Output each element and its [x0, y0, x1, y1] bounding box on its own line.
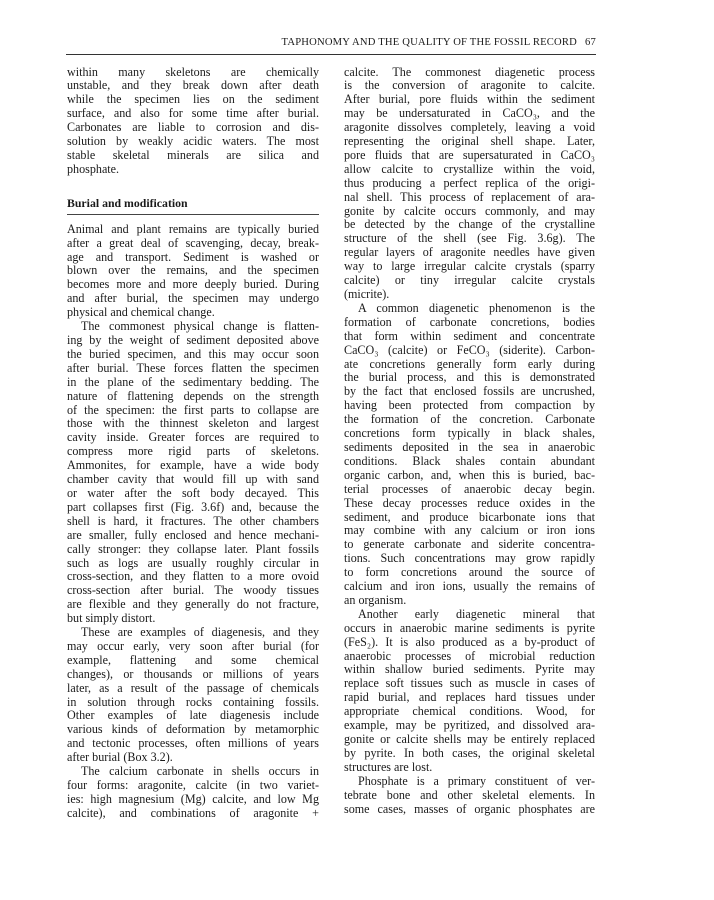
- text-line: calcite), and combinations of aragonite +: [67, 805, 319, 820]
- text-line: replace soft tissues such as muscle in cases of: [344, 676, 595, 691]
- text-line: gonite by calcite occurs commonly, and may: [344, 203, 595, 218]
- text-line: may occur early, very soon after burial (for: [67, 638, 319, 653]
- text-line: after a great deal of scavenging, decay, break-: [67, 235, 319, 250]
- paragraph: [344, 775, 595, 817]
- running-title: TAPHONOMY AND THE QUALITY OF THE FOSSIL RECORD: [281, 37, 577, 48]
- text-line: ies: high magnesium (Mg) calcite, and low Mg: [67, 791, 319, 806]
- text-line: Phosphate is a primary constituent of ver-: [358, 773, 595, 788]
- text-line: while the specimen lies on the sediment: [67, 92, 319, 107]
- text-line: within many skeletons are chemically: [67, 64, 319, 79]
- text-line: A common diagenetic phenomenon is the: [358, 300, 595, 315]
- text-line: (micrite).: [344, 287, 390, 301]
- text-line: the burial process, and this is demonstrated: [344, 370, 595, 385]
- text-line: various kinds of deformation by metamorphic: [67, 722, 319, 737]
- text-line: phosphate.: [67, 161, 120, 176]
- text-line: changes), or thousands or millions of years: [67, 666, 319, 681]
- text-line: structures are lost.: [344, 759, 433, 774]
- text-line: some cases, masses of organic phosphates are: [344, 801, 595, 816]
- text-line: structure of the shell (see Fig. 3.6g). The: [344, 231, 595, 246]
- running-head: [66, 36, 596, 50]
- text-line: example, may be pyritized, and dissolved ara-: [344, 718, 595, 733]
- text-line: aragonite dissolves completely, leaving a void: [344, 120, 595, 135]
- paragraph: [67, 626, 319, 765]
- text-line: after burial. These forces flatten the specimen: [67, 360, 319, 375]
- text-line: calcium and iron ions, usually the remains of: [344, 579, 595, 594]
- text-line: The commonest physical change is flatten-: [81, 319, 319, 334]
- section-heading: Burial and modification: [67, 196, 319, 215]
- text-line: blown over the remains, and the specimen: [67, 263, 319, 278]
- left-column: [67, 66, 319, 821]
- text-line: concretions form typically in black shales,: [344, 426, 595, 441]
- paragraph: [344, 66, 595, 302]
- text-line: way to large irregular calcite crystals (sparry: [344, 259, 595, 274]
- text-line: the buried specimen, and this may occur soon: [67, 346, 319, 361]
- text-line: calcite) or tiny irregular calcite crystals: [344, 273, 595, 288]
- text-line: in solution through rocks containing fossils.: [67, 694, 319, 709]
- text-line: becomes more and more deeply buried. During: [67, 277, 319, 292]
- text-line: an organism.: [344, 592, 407, 607]
- text-line: may combine with any calcium or iron ions: [344, 523, 595, 538]
- text-line: and after burial, the specimen may undergo: [67, 291, 319, 306]
- right-column: [344, 66, 595, 817]
- text-line: Other examples of late diagenesis include: [67, 708, 319, 723]
- text-line: by the fact that enclosed fossils are uncrushed,: [344, 384, 595, 399]
- paragraph: [344, 608, 595, 775]
- text-line: sediment, and produce bicarbonate ions that: [344, 509, 595, 524]
- text-line: tebrate bone and other skeletal elements. In: [344, 787, 595, 802]
- text-line: Animal and plant remains are typically buried: [67, 221, 319, 236]
- text-line: CaCO₃ (calcite) or FeCO₃ (siderite). Carbon-: [344, 342, 595, 357]
- text-line: These decay processes reduce oxides in the: [344, 495, 595, 510]
- text-line: to generate carbonate and siderite concentra-: [344, 537, 595, 552]
- text-line: unstable, and they break down after death: [67, 78, 319, 93]
- text-line: and tectonic processes, often millions of years: [67, 736, 319, 751]
- text-line: pore fluids that are supersaturated in CaCO₃: [344, 147, 595, 162]
- text-line: formation of carbonate concretions, bodies: [344, 314, 595, 329]
- text-line: sediments deposited in the sea in anaerobic: [344, 439, 595, 454]
- paragraph: [344, 302, 595, 608]
- paragraph: [67, 765, 319, 821]
- text-line: such as logs are usually roughly circular in: [67, 555, 319, 570]
- text-line: The calcium carbonate in shells occurs in: [81, 764, 319, 779]
- text-line: may be undersaturated in CaCO₃, and the: [344, 106, 595, 121]
- text-line: four forms: aragonite, calcite (in two variet-: [67, 778, 319, 792]
- text-line: calcite. The commonest diagenetic process: [344, 64, 595, 79]
- text-line: regular layers of aragonite needles have given: [344, 245, 595, 260]
- text-line: After burial, pore fluids within the sediment: [344, 92, 595, 107]
- text-line: having been protected from compaction by: [344, 398, 595, 413]
- text-line: surface, and also for some time after burial.: [67, 106, 319, 121]
- text-line: after burial (Box 3.2).: [67, 750, 173, 765]
- header-rule: [66, 54, 596, 55]
- text-line: Carbonates are liable to corrosion and dis-: [67, 120, 319, 135]
- text-line: cross-section after burial. The woody tissues: [67, 583, 319, 598]
- text-line: Another early diagenetic mineral that: [358, 606, 595, 621]
- text-line: Ammonites, for example, have a wide body: [67, 458, 319, 473]
- text-line: allow calcite to crystallize within the void,: [344, 161, 595, 176]
- text-line: stable skeletal minerals are silica and: [67, 147, 319, 162]
- text-line: is the conversion of aragonite to calcite.: [344, 78, 595, 93]
- text-line: cavity inside. Greater forces are required to: [67, 430, 319, 445]
- paragraph: [67, 66, 319, 177]
- text-line: nature of flattening depends on the strength: [67, 388, 319, 403]
- text-line: the formation of the concretion. Carbonate: [344, 412, 595, 427]
- text-line: physical and chemical change.: [67, 305, 215, 320]
- text-line: are flexible and they generally do not fracture,: [67, 597, 319, 612]
- text-line: These are examples of diagenesis, and they: [81, 625, 319, 640]
- text-line: gonite or calcite shells may be entirely replaced: [344, 732, 595, 746]
- text-line: later, as a result of the passage of chemicals: [67, 680, 319, 695]
- text-line: within shallow buried sediments. Pyrite may: [344, 662, 595, 677]
- text-line: to form concretions around the source of: [344, 565, 595, 580]
- text-line: organic carbon, and, when this is buried, bac-: [344, 467, 595, 482]
- text-line: of the specimen: the first parts to collapse are: [67, 402, 319, 417]
- text-line: cally stronger: they collapse later. Plant fossils: [67, 541, 319, 556]
- paragraph: [67, 223, 319, 320]
- text-line: cross-section, and they flatten to a more ovoid: [67, 569, 319, 584]
- text-line: occurs in anaerobic marine sediments is pyrite: [344, 620, 595, 635]
- text-line: that form within sediment and concentrate: [344, 328, 595, 343]
- text-line: or water after the soft body decayed. This: [67, 485, 319, 500]
- text-line: but simply distort.: [67, 611, 156, 626]
- text-line: chamber cavity that would fill up with sand: [67, 472, 319, 487]
- text-line: tions. Such concentrations may grow rapidly: [344, 551, 595, 566]
- text-line: in the plane of the sedimentary bedding. The: [67, 374, 319, 389]
- text-line: part collapses first (Fig. 3.6f) and, because the: [67, 499, 319, 514]
- text-line: by pyrite. In both cases, the original skeletal: [344, 745, 595, 760]
- text-line: rapid burial, and replaces hard tissues under: [344, 690, 595, 705]
- text-line: ate concretions generally form early during: [344, 356, 595, 371]
- text-line: shell is hard, it fractures. The other chambers: [67, 513, 319, 528]
- text-line: those with the thinnest skeleton and largest: [67, 416, 319, 431]
- text-line: compress more rigid parts of skeletons.: [67, 444, 319, 459]
- text-line: thus producing a perfect replica of the origi-: [344, 175, 595, 190]
- text-line: be detected by the change of the crystalline: [344, 217, 595, 232]
- text-line: age and transport. Sediment is washed or: [67, 249, 319, 264]
- text-line: appropriate chemical conditions. Wood, for: [344, 704, 595, 719]
- text-line: ing by the weight of sediment deposited above: [67, 333, 319, 347]
- text-line: example, flattening and some chemical: [67, 652, 319, 667]
- text-line: terial processes of anaerobic decay begin.: [344, 481, 595, 496]
- text-line: nal shell. This process of replacement of ara-: [344, 189, 595, 204]
- text-line: representing the original shell shape. Later,: [344, 134, 595, 149]
- text-line: are smaller, fully enclosed and hence mechani-: [67, 527, 319, 542]
- paragraph: [67, 320, 319, 626]
- page-number: 67: [585, 37, 596, 48]
- text-line: (FeS₂). It is also produced as a by-product of: [344, 634, 595, 649]
- text-line: solution by weakly acidic waters. The most: [67, 134, 319, 149]
- text-line: anaerobic processes of microbial reduction: [344, 648, 595, 663]
- text-line: conditions. Black shales contain abundant: [344, 453, 595, 468]
